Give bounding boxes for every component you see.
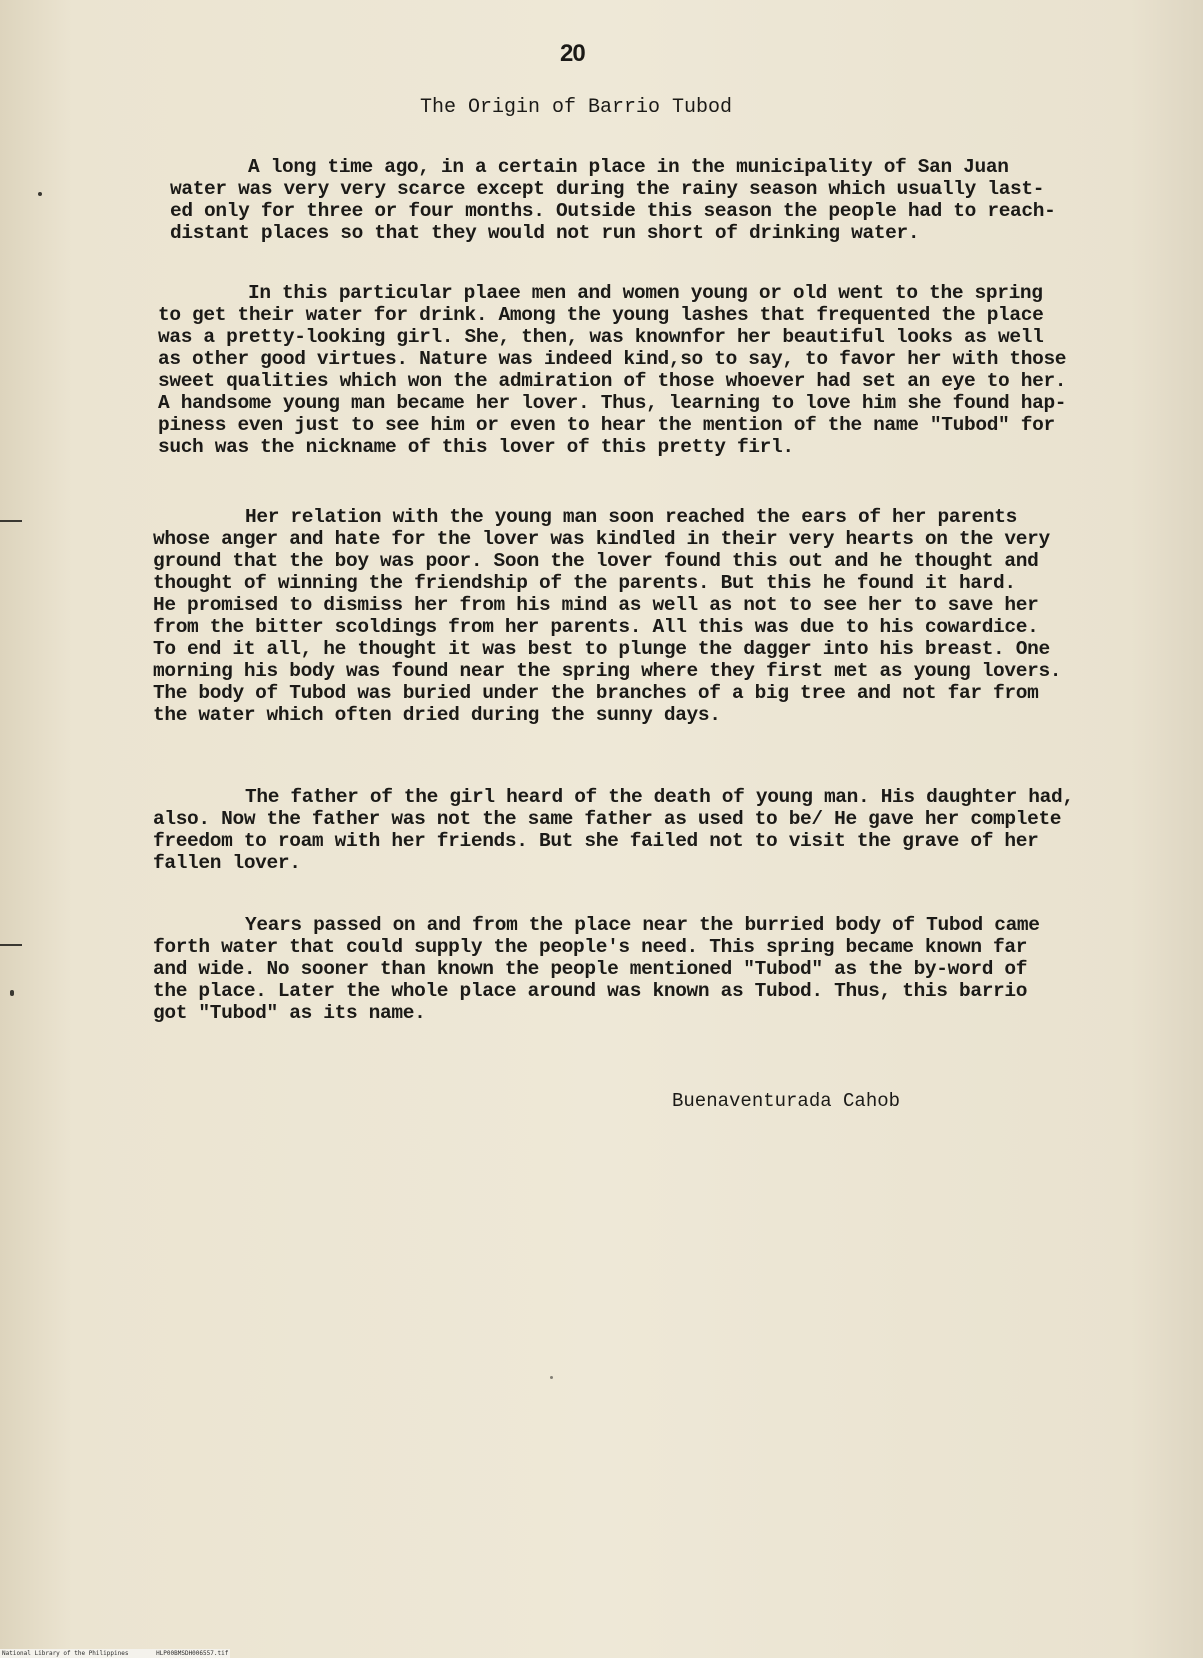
text-line: and wide. No sooner than known the people mentioned "Tubod" as the by-word of (153, 958, 1028, 980)
text-line: from the bitter scoldings from her parents. All this was due to his cowardice. (153, 616, 1039, 638)
page-number: 20 (560, 40, 585, 67)
text-line: the place. Later the whole place around was known as Tubod. Thus, this barrio (153, 980, 1028, 1002)
text-line: forth water that could supply the people's need. This spring became known far (153, 936, 1028, 958)
text-line: sweet qualities which won the admiration of those whoever had set an eye to her. (158, 370, 1067, 392)
footer-file: HLP00BMSDH006557.tif (156, 1650, 229, 1657)
text-line: ground that the boy was poor. Soon the lover found this out and he thought and (153, 550, 1039, 572)
text-line: In this particular plaee men and women young or old went to the spring (248, 282, 1043, 304)
text-line: The body of Tubod was buried under the branches of a big tree and not far from (153, 682, 1039, 704)
footer-library: National Library of the Philippines (2, 1650, 129, 1657)
scan-speck (38, 192, 42, 196)
text-line: distant places so that they would not run short of drinking water. (170, 222, 920, 244)
text-line: Years passed on and from the place near the burried body of Tubod came (245, 914, 1040, 936)
text-line: water was very very scarce except during the rainy season which usually last- (170, 178, 1045, 200)
text-line: got "Tubod" as its name. (153, 1002, 426, 1024)
text-line: also. Now the father was not the same father as used to be/ He gave her complete (153, 808, 1062, 830)
text-line: as other good virtues. Nature was indeed kind,so to say, to favor her with those (158, 348, 1067, 370)
text-line: To end it all, he thought it was best to plunge the dagger into his breast. One (153, 638, 1050, 660)
text-line: ed only for three or four months. Outside this season the people had to reach- (170, 200, 1056, 222)
scan-footer (0, 1649, 230, 1658)
text-line: Her relation with the young man soon reached the ears of her parents (245, 506, 1017, 528)
author-signature: Buenaventurada Cahob (672, 1090, 901, 1112)
text-line: A long time ago, in a certain place in the municipality of San Juan (248, 156, 1009, 178)
text-line: such was the nickname of this lover of this pretty firl. (158, 436, 794, 458)
text-line: morning his body was found near the spring where they first met as young lovers. (153, 660, 1062, 682)
text-line: the water which often dried during the sunny days. (153, 704, 721, 726)
text-line: was a pretty-looking girl. She, then, was knownfor her beautiful looks as well (158, 326, 1044, 348)
text-line: piness even just to see him or even to hear the mention of the name "Tubod" for (158, 414, 1055, 436)
text-line: The father of the girl heard of the death of young man. His daughter had, (245, 786, 1074, 808)
scan-edge-mark (0, 944, 22, 946)
scan-speck (10, 990, 14, 996)
text-line: A handsome young man became her lover. Thus, learning to love him she found hap- (158, 392, 1067, 414)
document-title: The Origin of Barrio Tubod (420, 96, 733, 119)
scan-edge-mark (0, 520, 22, 522)
scan-speck (550, 1376, 553, 1379)
text-line: fallen lover. (153, 852, 301, 874)
text-line: thought of winning the friendship of the parents. But this he found it hard. (153, 572, 1016, 594)
text-line: He promised to dismiss her from his mind as well as not to see her to save her (153, 594, 1039, 616)
text-line: freedom to roam with her friends. But she failed not to visit the grave of her (153, 830, 1039, 852)
text-line: to get their water for drink. Among the young lashes that frequented the place (158, 304, 1044, 326)
text-line: whose anger and hate for the lover was kindled in their very hearts on the very (153, 528, 1050, 550)
